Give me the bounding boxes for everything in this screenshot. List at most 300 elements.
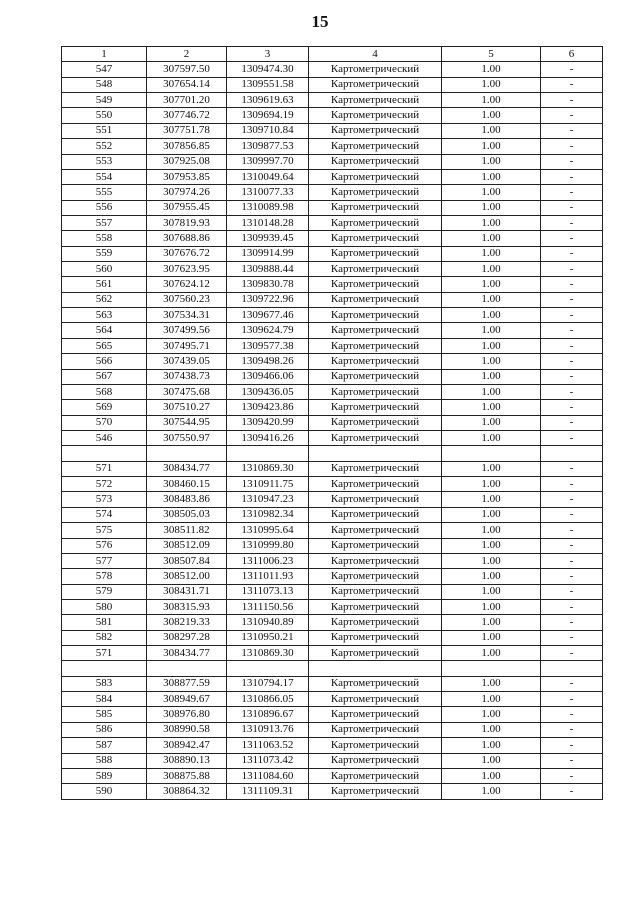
table-cell: 556 (62, 200, 147, 215)
table-row (62, 62, 603, 77)
table-row (62, 738, 603, 753)
table-cell: Картометрический (309, 599, 442, 614)
table-cell: 571 (62, 461, 147, 476)
table-cell: 578 (62, 569, 147, 584)
table-cell: - (541, 538, 603, 553)
table-cell: 1309466.06 (227, 369, 309, 384)
table-cell: - (541, 768, 603, 783)
table-row (62, 108, 603, 123)
table-cell: 308460.15 (147, 477, 227, 492)
table-cell: 307438.73 (147, 369, 227, 384)
table-cell: 1.00 (442, 400, 541, 415)
table-row (62, 200, 603, 215)
table-cell: 1.00 (442, 108, 541, 123)
table-row (62, 292, 603, 307)
table-cell: 1.00 (442, 477, 541, 492)
table-row (62, 384, 603, 399)
table-row (62, 553, 603, 568)
table-cell: 307953.85 (147, 169, 227, 184)
table-cell: 308949.67 (147, 692, 227, 707)
table-cell: 307550.97 (147, 430, 227, 445)
table-cell: 1310866.05 (227, 692, 309, 707)
table-cell: 1309416.26 (227, 430, 309, 445)
table-cell: 565 (62, 338, 147, 353)
table-cell: 550 (62, 108, 147, 123)
table-cell: 308875.88 (147, 768, 227, 783)
table-cell: 307510.27 (147, 400, 227, 415)
table-cell: Картометрический (309, 308, 442, 323)
table-cell: 1.00 (442, 338, 541, 353)
table-cell: 308315.93 (147, 599, 227, 614)
table-cell: 1310947.23 (227, 492, 309, 507)
table-cell: 571 (62, 646, 147, 661)
table-cell: Картометрический (309, 477, 442, 492)
table-cell: Картометрический (309, 323, 442, 338)
table-cell: Картометрический (309, 62, 442, 77)
table-cell: 1309694.19 (227, 108, 309, 123)
table-cell: 1311011.93 (227, 569, 309, 584)
table-cell: Картометрический (309, 93, 442, 108)
table-cell: 1.00 (442, 584, 541, 599)
table-cell: - (541, 753, 603, 768)
table-body (62, 62, 603, 799)
table-cell: - (541, 584, 603, 599)
table-row (62, 169, 603, 184)
table-cell: 557 (62, 215, 147, 230)
table-cell: 553 (62, 154, 147, 169)
table-cell: 584 (62, 692, 147, 707)
table-cell: - (541, 415, 603, 430)
table-cell: 1.00 (442, 215, 541, 230)
table-cell: - (541, 676, 603, 691)
table-cell: 554 (62, 169, 147, 184)
table-cell: - (541, 523, 603, 538)
table-cell: Картометрический (309, 215, 442, 230)
table-cell: 307624.12 (147, 277, 227, 292)
table-cell: 548 (62, 77, 147, 92)
table-cell: - (541, 461, 603, 476)
table-cell: 1.00 (442, 169, 541, 184)
table-cell: 308890.13 (147, 753, 227, 768)
table-cell: Картометрический (309, 338, 442, 353)
table-cell: 576 (62, 538, 147, 553)
table-cell: 567 (62, 369, 147, 384)
table-cell: - (541, 430, 603, 445)
table-row (62, 630, 603, 645)
table-cell: 1.00 (442, 77, 541, 92)
table-cell: - (541, 139, 603, 154)
table-row (62, 323, 603, 338)
table-cell: Картометрический (309, 492, 442, 507)
table-cell: 308219.33 (147, 615, 227, 630)
table-cell: Картометрический (309, 584, 442, 599)
table-cell: 588 (62, 753, 147, 768)
table-cell: 307495.71 (147, 338, 227, 353)
table-cell: 1311084.60 (227, 768, 309, 783)
table-cell: Картометрический (309, 139, 442, 154)
table-cell (309, 661, 442, 676)
table-row (62, 231, 603, 246)
table-cell: Картометрический (309, 354, 442, 369)
table-cell: 308511.82 (147, 523, 227, 538)
table-row (62, 784, 603, 799)
table-cell: 587 (62, 738, 147, 753)
table-cell: 1.00 (442, 615, 541, 630)
table-cell: - (541, 477, 603, 492)
table-cell: 589 (62, 768, 147, 783)
table-cell: 566 (62, 354, 147, 369)
table-cell: - (541, 77, 603, 92)
table-cell: 1.00 (442, 569, 541, 584)
table-cell (227, 446, 309, 461)
table-cell: 1310869.30 (227, 646, 309, 661)
table-cell: - (541, 292, 603, 307)
table-cell: Картометрический (309, 738, 442, 753)
table-cell: - (541, 400, 603, 415)
table-cell: 570 (62, 415, 147, 430)
table-cell: Картометрический (309, 692, 442, 707)
table-cell: 585 (62, 707, 147, 722)
table-cell: 1310896.67 (227, 707, 309, 722)
table-row (62, 246, 603, 261)
table-row (62, 277, 603, 292)
table-cell: 1.00 (442, 492, 541, 507)
table-cell: 1309436.05 (227, 384, 309, 399)
table-cell: Картометрический (309, 768, 442, 783)
table-cell: 1.00 (442, 538, 541, 553)
table-cell: Картометрический (309, 384, 442, 399)
table-cell: 1.00 (442, 262, 541, 277)
table-cell: 1.00 (442, 707, 541, 722)
table-cell: 1309498.26 (227, 354, 309, 369)
table-row (62, 584, 603, 599)
table-cell: 1.00 (442, 676, 541, 691)
table-cell: - (541, 553, 603, 568)
table-cell: - (541, 507, 603, 522)
table-cell: 1310982.34 (227, 507, 309, 522)
table-cell: Картометрический (309, 722, 442, 737)
table-cell: 1.00 (442, 200, 541, 215)
table-cell: 1309551.58 (227, 77, 309, 92)
table-cell: 1.00 (442, 62, 541, 77)
table-cell: 1.00 (442, 430, 541, 445)
table-cell: 1.00 (442, 461, 541, 476)
table-row (62, 369, 603, 384)
table-row (62, 753, 603, 768)
table-cell: - (541, 262, 603, 277)
table-row (62, 77, 603, 92)
table-cell: Картометрический (309, 753, 442, 768)
table-cell: Картометрический (309, 784, 442, 799)
table-cell: 581 (62, 615, 147, 630)
table-cell: 573 (62, 492, 147, 507)
table-cell: 1.00 (442, 185, 541, 200)
table-cell: 1.00 (442, 384, 541, 399)
table-cell (541, 661, 603, 676)
table-cell: 1309914.99 (227, 246, 309, 261)
column-header: 6 (541, 47, 603, 62)
table-cell: 307856.85 (147, 139, 227, 154)
table-cell: - (541, 615, 603, 630)
table-cell (62, 661, 147, 676)
table-cell: 1309619.63 (227, 93, 309, 108)
table-cell: Картометрический (309, 77, 442, 92)
table-cell: - (541, 722, 603, 737)
table-cell: - (541, 108, 603, 123)
table-cell: 1.00 (442, 415, 541, 430)
table-cell: 1311109.31 (227, 784, 309, 799)
table-cell: 307701.20 (147, 93, 227, 108)
table-cell: - (541, 738, 603, 753)
table-cell: 1.00 (442, 93, 541, 108)
table-cell: 307623.95 (147, 262, 227, 277)
table-cell: Картометрический (309, 369, 442, 384)
table-cell: - (541, 784, 603, 799)
table-cell: 308434.77 (147, 461, 227, 476)
table-cell: 569 (62, 400, 147, 415)
table-cell: - (541, 707, 603, 722)
table-cell: 1310999.80 (227, 538, 309, 553)
table-cell: 1311006.23 (227, 553, 309, 568)
page-number: 15 (311, 12, 329, 31)
table-cell: - (541, 246, 603, 261)
table-cell: Картометрический (309, 507, 442, 522)
table-cell: Картометрический (309, 707, 442, 722)
table-cell: Картометрический (309, 154, 442, 169)
table-cell: 547 (62, 62, 147, 77)
table-cell: 1.00 (442, 231, 541, 246)
table-cell: 307597.50 (147, 62, 227, 77)
table-cell: Картометрический (309, 169, 442, 184)
table-cell: 308297.28 (147, 630, 227, 645)
table-cell: 559 (62, 246, 147, 261)
coordinates-table (61, 46, 603, 800)
table-cell: 1311150.56 (227, 599, 309, 614)
table-cell: Картометрический (309, 262, 442, 277)
table-cell: 1.00 (442, 277, 541, 292)
table-cell: 561 (62, 277, 147, 292)
table-cell: 1310869.30 (227, 461, 309, 476)
table-cell: 552 (62, 139, 147, 154)
table-cell: Картометрический (309, 630, 442, 645)
table-cell: 1309420.99 (227, 415, 309, 430)
table-cell: 1.00 (442, 784, 541, 799)
table-row (62, 692, 603, 707)
table-cell: 308976.80 (147, 707, 227, 722)
table-row (62, 676, 603, 691)
table-cell: Картометрический (309, 538, 442, 553)
table-cell: 568 (62, 384, 147, 399)
table-cell: 546 (62, 430, 147, 445)
column-header: 3 (227, 47, 309, 62)
table-row (62, 262, 603, 277)
table-cell: - (541, 169, 603, 184)
table-cell: 1311073.13 (227, 584, 309, 599)
table-row (62, 461, 603, 476)
table-cell (442, 661, 541, 676)
table-cell: Картометрический (309, 292, 442, 307)
table-cell: 307751.78 (147, 123, 227, 138)
table-cell: 307560.23 (147, 292, 227, 307)
table-row (62, 569, 603, 584)
table-cell: 308942.47 (147, 738, 227, 753)
table-cell: - (541, 646, 603, 661)
table-cell: 580 (62, 599, 147, 614)
table-cell: 307974.26 (147, 185, 227, 200)
table-cell: Картометрический (309, 676, 442, 691)
table-cell: 307688.86 (147, 231, 227, 246)
table-cell: 307925.08 (147, 154, 227, 169)
table-cell: 1.00 (442, 630, 541, 645)
table-cell (309, 446, 442, 461)
table-cell: 308512.09 (147, 538, 227, 553)
table-cell: 1309830.78 (227, 277, 309, 292)
table-cell: 583 (62, 676, 147, 691)
table-cell: - (541, 354, 603, 369)
table-cell: 308877.59 (147, 676, 227, 691)
table-row (62, 477, 603, 492)
table-cell: 1310950.21 (227, 630, 309, 645)
table-cell: - (541, 231, 603, 246)
table-cell: - (541, 215, 603, 230)
table-cell: 307475.68 (147, 384, 227, 399)
table-cell: 1.00 (442, 599, 541, 614)
table-cell: Картометрический (309, 400, 442, 415)
table-cell: Картометрический (309, 185, 442, 200)
table-cell: Картометрический (309, 277, 442, 292)
table-cell: 1309877.53 (227, 139, 309, 154)
table-cell: 1309624.79 (227, 323, 309, 338)
table-cell: 1309677.46 (227, 308, 309, 323)
table-cell: 307746.72 (147, 108, 227, 123)
table-cell: 1.00 (442, 738, 541, 753)
table-cell: 307534.31 (147, 308, 227, 323)
column-header: 2 (147, 47, 227, 62)
table-cell: 1311073.42 (227, 753, 309, 768)
table-cell: 1.00 (442, 323, 541, 338)
table-cell: 1310077.33 (227, 185, 309, 200)
table-row (62, 154, 603, 169)
table-cell: Картометрический (309, 646, 442, 661)
table-cell: 307955.45 (147, 200, 227, 215)
table-cell: 307676.72 (147, 246, 227, 261)
table-cell: 1.00 (442, 753, 541, 768)
table-row (62, 507, 603, 522)
table-cell: Картометрический (309, 415, 442, 430)
table-cell (147, 446, 227, 461)
table-row (62, 185, 603, 200)
table-cell: 1.00 (442, 646, 541, 661)
table-cell: - (541, 338, 603, 353)
table-cell: 1310913.76 (227, 722, 309, 737)
table-cell: 1.00 (442, 768, 541, 783)
table-cell: Картометрический (309, 123, 442, 138)
table-row (62, 123, 603, 138)
column-header: 4 (309, 47, 442, 62)
table-cell: - (541, 62, 603, 77)
table-cell: Картометрический (309, 461, 442, 476)
table-spacer-row (62, 661, 603, 676)
table-spacer-row (62, 446, 603, 461)
table-cell: 562 (62, 292, 147, 307)
table-row (62, 492, 603, 507)
table-cell: 1.00 (442, 354, 541, 369)
table-cell: 1.00 (442, 308, 541, 323)
table-cell: 307439.05 (147, 354, 227, 369)
table-row (62, 308, 603, 323)
table-cell: 563 (62, 308, 147, 323)
table-cell: 579 (62, 584, 147, 599)
table-cell: 1.00 (442, 507, 541, 522)
table-cell: 590 (62, 784, 147, 799)
table-cell: 308864.32 (147, 784, 227, 799)
table-cell: Картометрический (309, 246, 442, 261)
table-row (62, 430, 603, 445)
table-cell: 1309474.30 (227, 62, 309, 77)
table-cell: - (541, 369, 603, 384)
table-row (62, 400, 603, 415)
table-cell: 1310049.64 (227, 169, 309, 184)
table-cell: 1310995.64 (227, 523, 309, 538)
table-cell (541, 446, 603, 461)
table-cell: Картометрический (309, 553, 442, 568)
table-cell: - (541, 569, 603, 584)
table-cell: - (541, 630, 603, 645)
table-cell: 586 (62, 722, 147, 737)
table-cell: 572 (62, 477, 147, 492)
table-cell: 307654.14 (147, 77, 227, 92)
table-cell: - (541, 492, 603, 507)
table-row (62, 523, 603, 538)
table-cell: - (541, 599, 603, 614)
column-header: 1 (62, 47, 147, 62)
table-cell: Картометрический (309, 523, 442, 538)
table-cell: 308431.71 (147, 584, 227, 599)
table-cell: 1309710.84 (227, 123, 309, 138)
table-cell: 551 (62, 123, 147, 138)
table-row (62, 354, 603, 369)
table-cell: 1.00 (442, 123, 541, 138)
table-cell: 308990.58 (147, 722, 227, 737)
table-cell: 1310794.17 (227, 676, 309, 691)
table-row (62, 538, 603, 553)
table-cell (147, 661, 227, 676)
table-cell: 308512.00 (147, 569, 227, 584)
table-cell: 1311063.52 (227, 738, 309, 753)
table-cell: 1.00 (442, 139, 541, 154)
table-row (62, 722, 603, 737)
table-row (62, 646, 603, 661)
table-cell: 1.00 (442, 246, 541, 261)
table-cell: 1310148.28 (227, 215, 309, 230)
table-cell: - (541, 323, 603, 338)
table-cell: Картометрический (309, 430, 442, 445)
table-cell: 1.00 (442, 523, 541, 538)
table-cell (62, 446, 147, 461)
table-cell: 1310940.89 (227, 615, 309, 630)
table-cell: 1.00 (442, 154, 541, 169)
table-cell: 1.00 (442, 722, 541, 737)
table-cell: 560 (62, 262, 147, 277)
table-cell: - (541, 93, 603, 108)
table-cell: 574 (62, 507, 147, 522)
table-cell: 308483.86 (147, 492, 227, 507)
table-cell (442, 446, 541, 461)
table-cell: - (541, 185, 603, 200)
table-cell: Картометрический (309, 200, 442, 215)
column-header: 5 (442, 47, 541, 62)
table-cell: 1309423.86 (227, 400, 309, 415)
